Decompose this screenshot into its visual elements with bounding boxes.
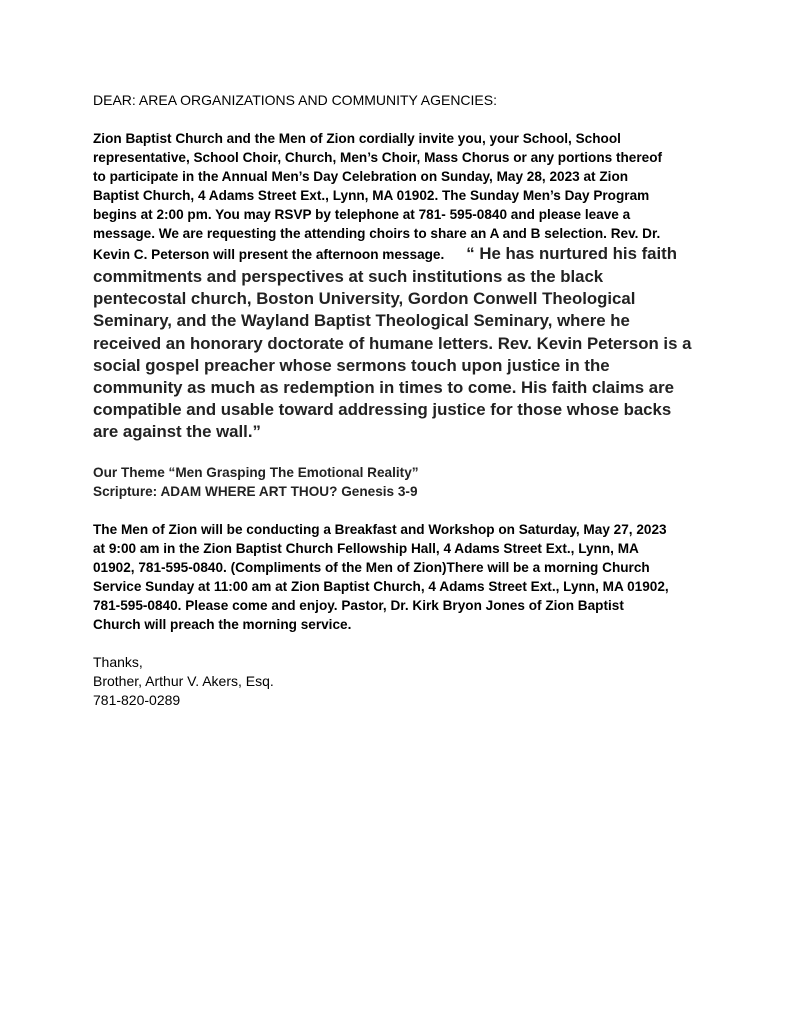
invitation-last-text: Kevin C. Peterson will present the afternoon message.	[93, 247, 445, 262]
quote-line: received an honorary doctorate of humane letters. Rev. Kevin Peterson is a	[93, 333, 692, 353]
invitation-line: begins at 2:00 pm. You may RSVP by telephone at 781- 595-0840 and please leave a	[93, 207, 631, 222]
invitation-line-with-quote-start	[93, 243, 703, 266]
invitation-line: representative, School Choir, Church, Men’s Choir, Mass Chorus or any portions thereof	[93, 150, 663, 165]
breakfast-line: 01902, 781-595-0840. (Compliments of the Men of Zion)There will be a morning Church	[93, 559, 650, 575]
pull-quote	[93, 266, 703, 444]
quote-opening: “ He has nurtured his faith	[466, 244, 678, 263]
quote-line: Seminary, and the Wayland Baptist Theological Seminary, where he	[93, 311, 630, 331]
breakfast-line: Service Sunday at 11:00 am at Zion Baptist Church, 4 Adams Street Ext., Lynn, MA 01902,	[93, 578, 669, 594]
breakfast-line: at 9:00 am in the Zion Baptist Church Fellowship Hall, 4 Adams Street Ext., Lynn, MA	[93, 540, 639, 556]
invitation-line: Baptist Church, 4 Adams Street Ext., Lynn, MA 01902. The Sunday Men’s Day Program	[93, 188, 650, 203]
invitation-paragraph	[93, 129, 703, 444]
quote-line: compatible and usable toward addressing justice for those whose backs	[93, 400, 672, 420]
quote-line: are against the wall.”	[93, 422, 261, 442]
breakfast-line: 781-595-0840. Please come and enjoy. Pastor, Dr. Kirk Bryon Jones of Zion Baptist	[93, 597, 624, 613]
quote-line: commitments and perspectives at such institutions as the black	[93, 267, 604, 286]
quote-line: community as much as redemption in times to come. His faith claims are	[93, 378, 674, 398]
quote-line: pentecostal church, Boston University, Gordon Conwell Theological	[93, 289, 636, 309]
breakfast-line: Church will preach the morning service.	[93, 616, 352, 632]
breakfast-line: The Men of Zion will be conducting a Breakfast and Workshop on Saturday, May 27, 2023	[93, 521, 667, 537]
closing-block	[93, 653, 703, 710]
signature-name: Brother, Arthur V. Akers, Esq.	[93, 672, 274, 689]
invitation-line: Zion Baptist Church and the Men of Zion cordially invite you, your School, School	[93, 131, 621, 146]
scripture-line: Scripture: ADAM WHERE ART THOU? Genesis 3-9	[93, 483, 418, 499]
breakfast-paragraph	[93, 520, 703, 634]
quote-line: social gospel preacher whose sermons touch upon justice in the	[93, 355, 610, 375]
invitation-line: to participate in the Annual Men’s Day Celebration on Sunday, May 28, 2023 at Zion	[93, 169, 629, 184]
theme-line: Our Theme “Men Grasping The Emotional Reality”	[93, 464, 419, 480]
letter-page	[93, 91, 703, 710]
signature-phone: 781-820-0289	[93, 691, 181, 708]
theme-block	[93, 463, 703, 501]
closing-thanks: Thanks,	[93, 653, 143, 670]
invitation-line: message. We are requesting the attending choirs to share an A and B selection. Rev. Dr.	[93, 226, 661, 241]
salutation: DEAR: AREA ORGANIZATIONS AND COMMUNITY AGENCIES:	[93, 92, 497, 108]
